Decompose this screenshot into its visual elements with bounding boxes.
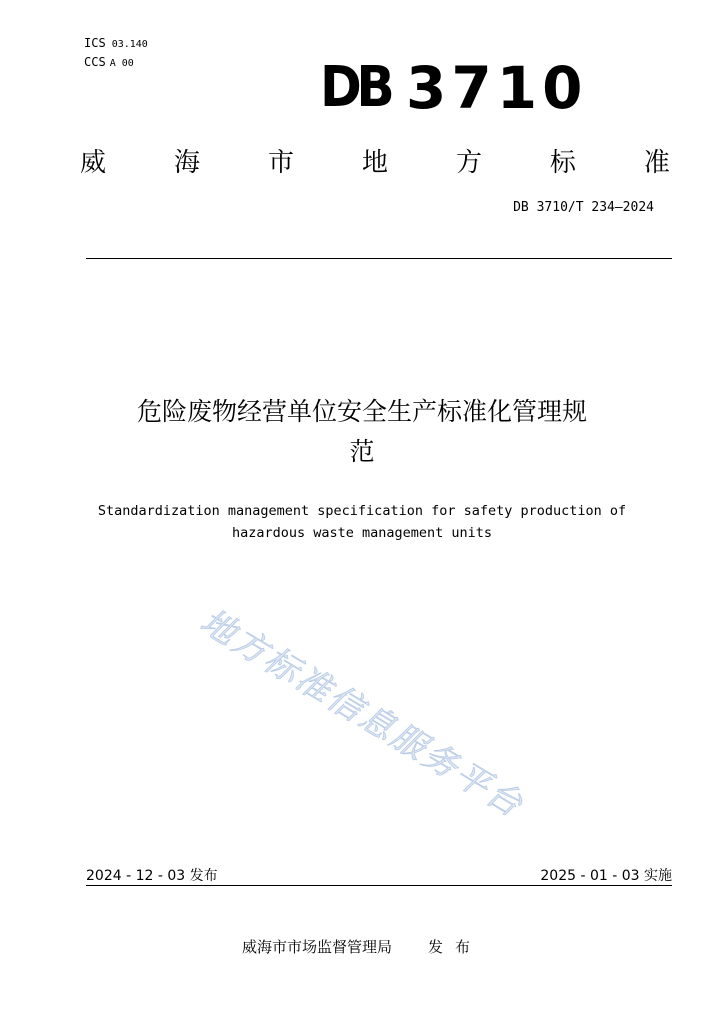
ics-classification: [84, 36, 148, 52]
db-logo-number: 3710: [406, 54, 588, 122]
header-divider: [86, 258, 672, 259]
standard-type-char: 威: [80, 147, 107, 178]
watermark-text: 地方标准信息服务平台: [193, 601, 532, 827]
chinese-title-line-2: 范: [349, 437, 375, 466]
english-title-line-1: Standardization management specification for safety production of: [97, 503, 627, 519]
footer-divider: [86, 885, 672, 886]
issuer-name: 威海市市场监督管理局: [241, 938, 392, 956]
ics-label: ICS: [84, 36, 106, 50]
standard-number: DB 3710/T 234—2024: [513, 200, 654, 215]
standard-type-char: 海: [173, 147, 200, 178]
db-logo-prefix: DB: [320, 55, 390, 120]
issue-word: [428, 938, 482, 956]
issue-date: 2024 - 12 - 03 发布: [86, 868, 218, 884]
ccs-code: A 00: [109, 58, 134, 69]
implementation-date: 2025 - 01 - 03 实施: [540, 868, 672, 884]
chinese-title-line-1: 危险废物经营单位安全生产标准化管理规: [136, 397, 587, 426]
issue-word-char: 发: [427, 938, 443, 956]
standard-type-char: 市: [267, 147, 294, 178]
chinese-title: [60, 392, 664, 472]
standard-type-char: 准: [643, 147, 670, 178]
standard-type-char: 标: [549, 147, 576, 178]
standard-type-char: 地: [361, 147, 388, 178]
english-title-line-2: hazardous waste management units: [231, 525, 493, 541]
standard-type-heading: [80, 140, 670, 180]
issuer-line: [0, 936, 724, 957]
watermark: [190, 600, 610, 860]
issue-word-char: 布: [455, 938, 471, 956]
ics-code: 03.140: [111, 39, 148, 50]
ccs-classification: [84, 55, 134, 71]
english-title: [60, 500, 664, 544]
ccs-label: CCS: [84, 55, 106, 69]
db-logo: [320, 54, 620, 122]
standard-type-char: 方: [455, 147, 482, 178]
